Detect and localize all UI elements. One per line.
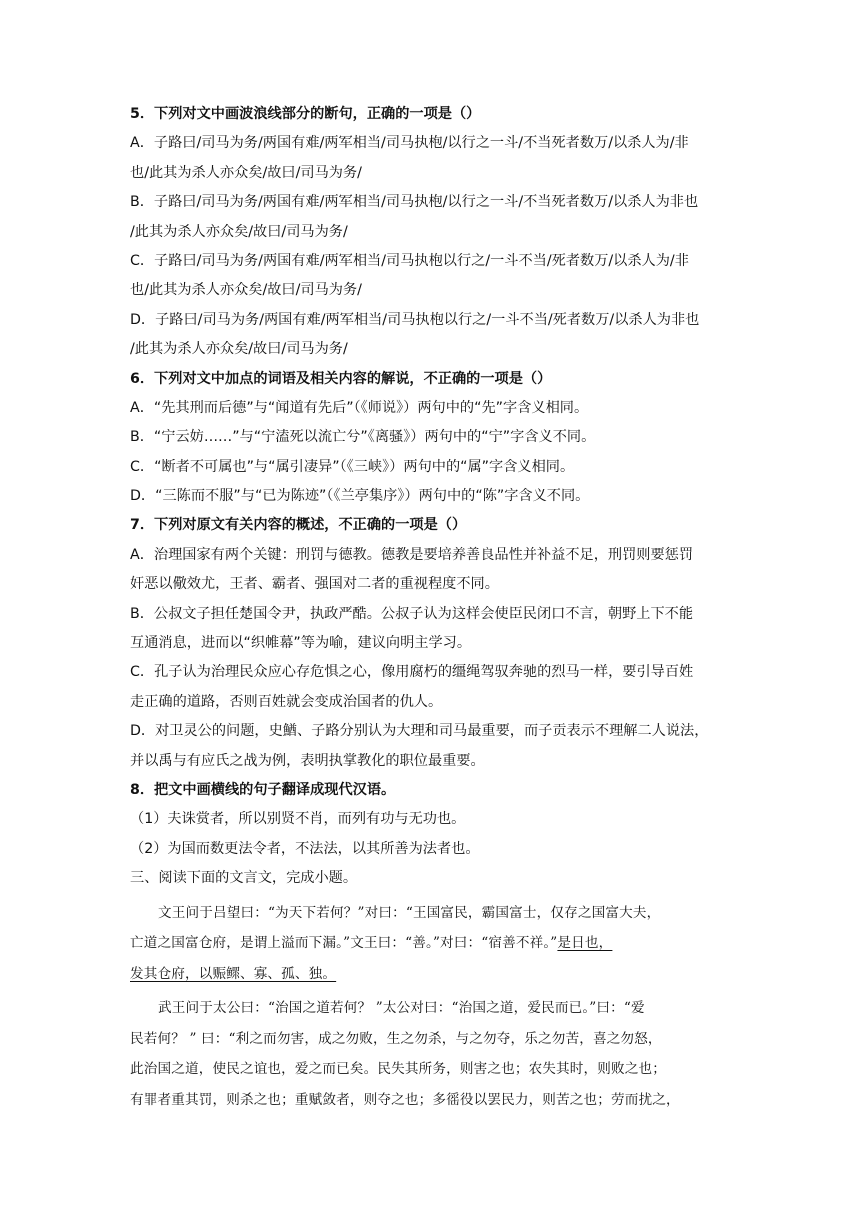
q5-option-c-line1: C．子路曰/司马为务/两国有难/两军相当/司马执枹以行之/一斗不当/死者数万/以杀人为/非 [130, 252, 689, 269]
question-5-stem: 5．下列对文中画波浪线部分的断句，正确的一项是（） [130, 106, 481, 122]
q7-option-d-line2: 并以禹与有应氏之战为例，表明执掌教化的职位最重要。 [130, 752, 485, 769]
q7-option-a-line1: A．治理国家有两个关键：刑罚与德教。德教是要培养善良品性并补益不足，刑罚则要惩罚 [130, 546, 694, 563]
q6-option-b: B．“宁云妨……”与“宁溘死以流亡兮”《离骚》）两句中的“宁”字含义不同。 [130, 429, 596, 446]
question-6-stem: 6．下列对文中加点的词语及相关内容的解说，不正确的一项是（） [130, 370, 552, 387]
q6-option-c: C．“断者不可属也”与“属引凄异”（《三峡》）两句中的“属”字含义相同。 [130, 458, 575, 475]
q7-option-b-line1: B．公叔文子担任楚国令尹，执政严酷。公叔子认为这样会使臣民闭口不言，朝野上下不能 [130, 605, 694, 622]
q7-option-a-line2: 奸恶以儆效尤，王者、霸者、强国对二者的重视程度不同。 [130, 576, 499, 593]
document-content [130, 100, 732, 1115]
q7-option-d-line1: D．对卫灵公的问题，史鰌、子路分别认为大理和司马最重要，而子贡表示不理解二人说法， [130, 723, 709, 740]
question-8-stem: 8．把文中画横线的句子翻译成现代汉语。 [130, 781, 396, 798]
q5-option-a-line1: A．子路曰/司马为务/两国有难/两军相当/司马执枹/以行之一斗/不当死者数万/以杀人为/非 [130, 135, 689, 152]
passage-p2-line4: 有罪者重其罚，则杀之也；重赋敛者，则夺之也；多徭役以罢民力，则苦之也；劳而扰之， [130, 1091, 680, 1108]
question-7-stem: 7．下列对原文有关内容的概述，不正确的一项是（） [130, 517, 467, 534]
passage-p2-line3: 此治国之道，使民之谊也，爱之而已矣。民失其所务，则害之也；农失其时，则败之也； [130, 1061, 667, 1078]
q5-option-c-line2: 也/此其为杀人亦众矣/故曰/司马为务/ [130, 282, 362, 299]
passage-p2-line2: 民若何？ ” 曰：“利之而勿害，成之勿败，生之勿杀，与之勿夺，乐之勿苦，喜之勿怒， [130, 1030, 662, 1047]
section-3-heading: 三、阅读下面的文言文，完成小题。 [130, 870, 358, 887]
q5-option-a-line2: 也/此其为杀人亦众矣/故曰/司马为务/ [130, 164, 362, 181]
passage-p1-line2-text: 亡道之国富仓府，是谓上溢而下漏。”文王曰：“善。”对曰：“宿善不祥。” [130, 935, 558, 952]
q7-option-c-line2: 走正确的道路，否则百姓就会变成治国者的仇人。 [130, 693, 443, 710]
underlined-sentence: 是日也， [557, 935, 613, 952]
q6-option-a: A．“先其刑而后德”与“闻道有先后”（《师说》）两句中的“先”字含义相同。 [130, 399, 589, 416]
q6-option-d: D．“三陈而不服”与“已为陈迹”（《兰亭集序》）两句中的“陈”字含义不同。 [130, 488, 590, 505]
underlined-sentence-continued: 发其仓府，以赈鳏、寡、孤、独。 [130, 965, 337, 982]
q8-sentence-2: （2）为国而数更法令者，不法法，以其所善为法者也。 [130, 840, 480, 857]
q5-option-d-line2: /此其为杀人亦众矣/故曰/司马为务/ [130, 341, 348, 358]
q5-option-b-line1: B．子路曰/司马为务/两国有难/两军相当/司马执枹/以行之一斗/不当死者数万/以杀人为非也 [130, 194, 699, 211]
q5-option-b-line2: /此其为杀人亦众矣/故曰/司马为务/ [130, 223, 348, 240]
q7-option-b-line2: 互通消息，进而以“织帷幕”等为喻，建议向明主学习。 [130, 635, 472, 652]
passage-p1-line1: 文王问于吕望曰：“为天下若何？”对曰：“王国富民，霸国富士，仅存之国富大夫， [158, 904, 661, 921]
q5-option-d-line1: D．子路曰/司马为务/两国有难/两军相当/司马执枹以行之/一斗不当/死者数万/以杀人为非也 [130, 311, 700, 328]
passage-p1-line2 [130, 928, 732, 959]
passage-p2-line1: 武王问于太公曰：“治国之道若何？ ”太公对曰：“治国之道，爱民而已。”曰：“爱 [158, 1000, 645, 1017]
passage-p1-line3 [130, 959, 732, 990]
q7-option-c-line1: C．孔子认为治理民众应心存危惧之心，像用腐朽的缰绳驾驭奔驰的烈马一样，要引导百姓 [130, 664, 694, 681]
q8-sentence-1: （1）夫诛赏者，所以别贤不肖，而列有功与无功也。 [130, 811, 466, 828]
